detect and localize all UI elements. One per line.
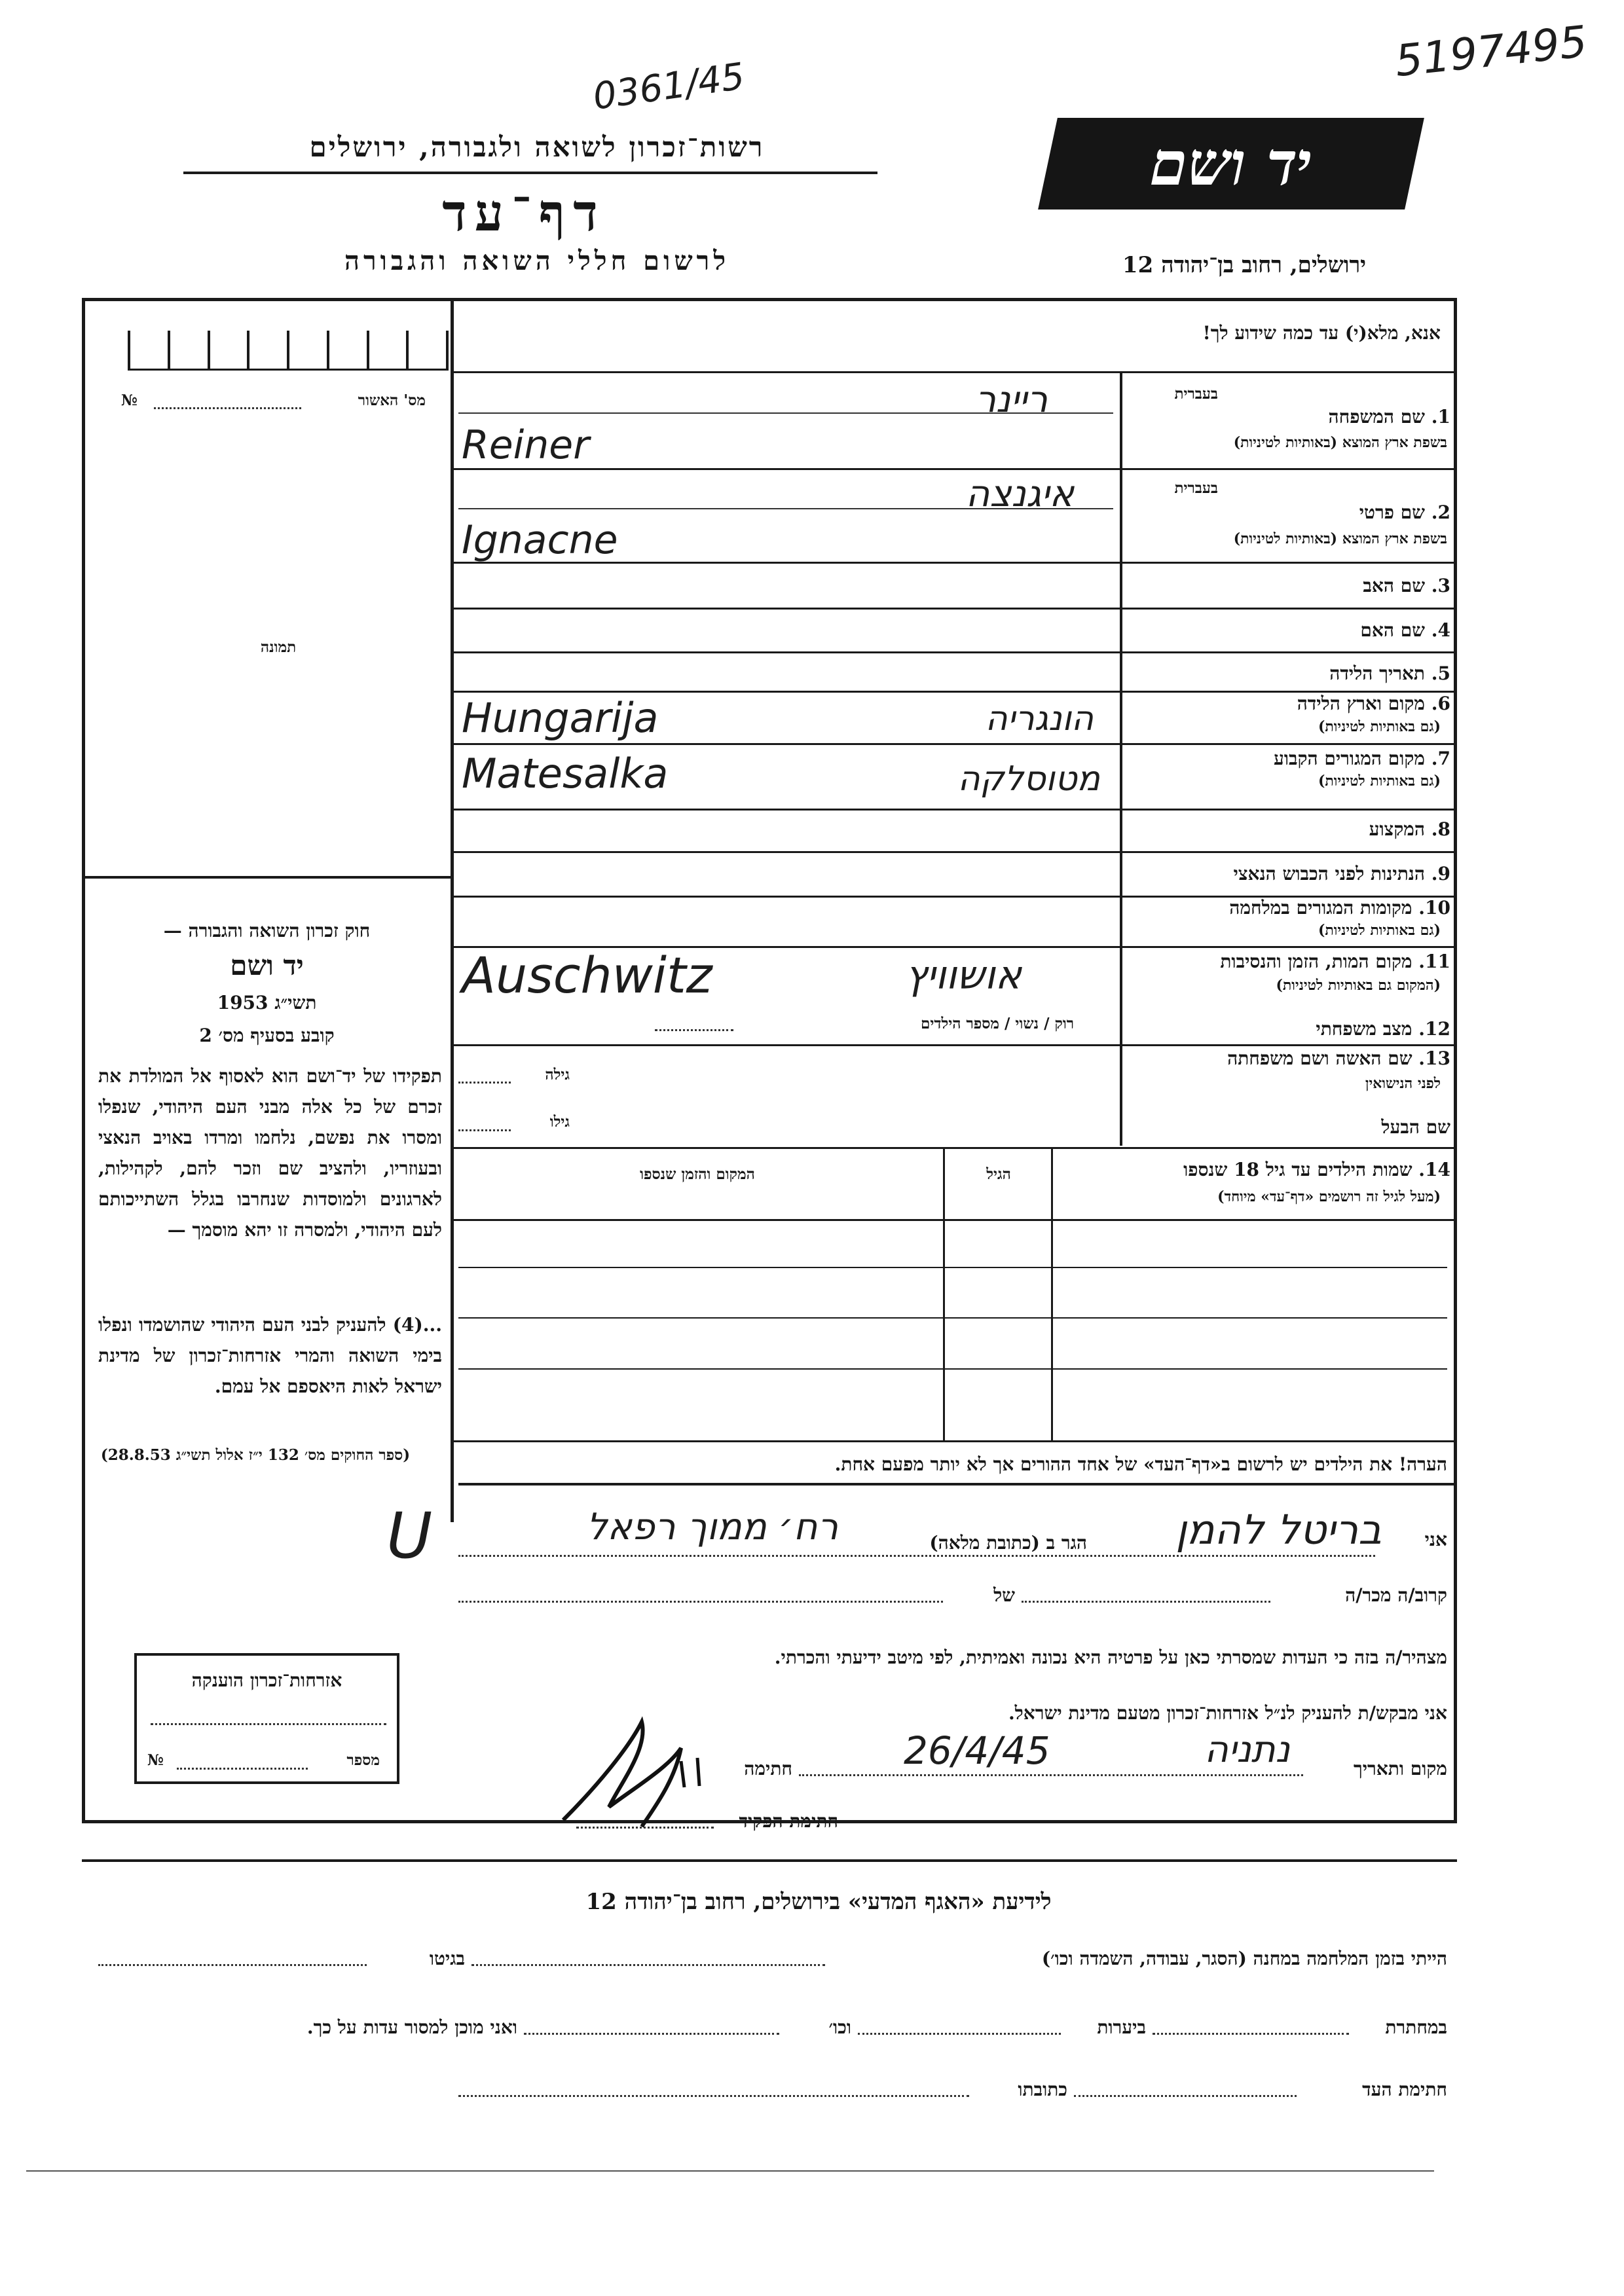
footer-camp-field[interactable] [471, 1964, 825, 1966]
intro-text: אנא, מלא(י) עד כמה שידוע לך! [1202, 322, 1441, 344]
decl-i-label: אני [1424, 1529, 1447, 1550]
row-rule-6 [452, 743, 1457, 745]
field-12-num: 12. [1418, 1018, 1450, 1040]
field-5-num: 5. [1431, 663, 1450, 684]
field-12-label [1126, 1018, 1450, 1040]
cert-number-field[interactable] [154, 407, 301, 409]
field-10-label [1126, 897, 1450, 919]
decl-mark: U [386, 1499, 433, 1573]
field-4-label-text: שם האם [1360, 619, 1426, 641]
form-subtitle: לרשום חללי השואה והגבורה [344, 246, 730, 276]
field-1-value-heb[interactable]: ריינר [975, 378, 1048, 421]
field-5-label-text: תאריך הלידה [1329, 663, 1426, 684]
children-col-age: הגיל [986, 1165, 1011, 1183]
children-note: (מעל לגיל זה רושמים «דף־עד» מיוחד) [1217, 1188, 1441, 1205]
remark: הערה! את הילדים יש לרשום ב«דף־העד» של אחד ההורים אך לא יותר מפעם אחת. [834, 1453, 1447, 1475]
field-1-label [1192, 406, 1450, 428]
footer-forests-field[interactable] [858, 2033, 1061, 2035]
address-header: ירושלים, רחוב בן־יהודה 12 [1122, 252, 1367, 278]
header-rule [183, 172, 877, 174]
field-13-label-text: שם האשה ושם משפחתה [1227, 1048, 1412, 1069]
field-9-label [1126, 863, 1450, 885]
footer-ghetto-field[interactable] [98, 1964, 367, 1966]
field-10-num: 10. [1418, 897, 1450, 919]
law-title: חוק זכרון השואה והגבורה — [163, 920, 371, 941]
decl-address-value[interactable]: רח׳ ממוך רפאל [586, 1506, 838, 1548]
field-6-num: 6. [1431, 693, 1450, 714]
decl-request: אני מבקש/ת להעניק לנ״ל אזרחות־זכרון מטעם מדינת ישראל. [1008, 1702, 1447, 1724]
field-6-value-lat[interactable]: Hungarija [462, 694, 659, 742]
law-reference: (ספר החוקים מס׳ 132 י״ז אלול תשי״ג 28.8.53) [100, 1446, 411, 1464]
footer-line2-d: ואני מוכן למסור עדות על כך. [306, 2016, 517, 2038]
field-13-age-field[interactable] [458, 1082, 511, 1084]
bottom-page-rule [26, 2170, 1434, 2172]
field-11-label-text: מקום המות, הזמן והנסיבות [1220, 951, 1412, 972]
field-7-num: 7. [1431, 748, 1450, 769]
decl-address-label: הגר ב (כתובת מלאה) [929, 1532, 1087, 1554]
husband-age-field[interactable] [458, 1129, 511, 1131]
photo-bottom-rule [82, 876, 454, 879]
footer-witness-address[interactable] [458, 2095, 969, 2097]
footer-line3-b: כתובתו [1018, 2079, 1067, 2100]
field-12-children-count[interactable] [655, 1029, 733, 1031]
field-11-num: 11. [1418, 951, 1450, 972]
field-2-num: 2. [1431, 501, 1450, 523]
yad-vashem-logo: יד ושם [1038, 118, 1424, 210]
children-title [1054, 1159, 1450, 1181]
decl-place-value[interactable]: נתניה [1204, 1728, 1290, 1771]
decl-of-field[interactable] [458, 1601, 943, 1603]
decl-place-date-label: מקום ותאריך [1353, 1758, 1447, 1779]
field-1-value-lat[interactable]: Reiner [462, 422, 589, 468]
law-section: קובע בסעיף מס׳ 2 [199, 1025, 335, 1046]
field-2-label [1192, 501, 1450, 524]
decl-statement: מצהיר/ה בזה כי העדות שמסרתי כאן על פרטיה היא נכונה ואמיתית, לפי מיטב ידיעתי והכרתי. [774, 1647, 1447, 1668]
footer-title: לידיעת «האגף המדעי» בירושלים, רחוב בן־יהודה 12 [585, 1889, 1052, 1915]
children-num: 14. [1418, 1159, 1450, 1180]
footer-line2-b: ביערות [1097, 2016, 1146, 2038]
footer-witness-signature[interactable] [1074, 2095, 1297, 2097]
row-rule-4 [452, 651, 1457, 653]
honor-box-sign: № [147, 1751, 164, 1769]
field-6-label-text: מקום וארץ הלידה [1297, 693, 1426, 714]
field-9-num: 9. [1431, 863, 1450, 884]
law-year [95, 992, 439, 1014]
decl-place-date-line [799, 1774, 1303, 1776]
photo-label: תמונה [260, 638, 297, 656]
footer-underground-field[interactable] [1153, 2033, 1349, 2035]
barcode-boxes [128, 331, 449, 371]
signature-scribble [544, 1709, 714, 1840]
row-rule-11 [452, 1044, 1457, 1046]
honor-box-number-label: מספר [346, 1751, 380, 1769]
field-9-label-text: הנתינות לפני הכבוש הנאצי [1233, 863, 1426, 884]
field-7-label [1153, 748, 1450, 770]
decl-relation-label: קרוב/ה מכר/ה [1345, 1584, 1447, 1606]
footer-line2-c: וכו׳ [828, 2016, 851, 2038]
field-3-num: 3. [1431, 575, 1450, 596]
row-rule-8 [452, 851, 1457, 853]
row-rule-1 [452, 468, 1457, 470]
field-7-label-text: מקום המגורים הקבוע [1274, 748, 1426, 769]
field-6-label [1153, 693, 1450, 715]
footer-line3-a: חתימת העד [1362, 2079, 1447, 2100]
field-10-note: (גם באותיות לטיניות) [1318, 922, 1441, 939]
decl-of-label: של [993, 1584, 1015, 1606]
field-8-label [1192, 818, 1450, 841]
decl-date-value[interactable]: 26/4/45 [904, 1728, 1050, 1773]
row-rule-7 [452, 809, 1457, 811]
field-7-note: (גם באותיות לטיניות) [1318, 773, 1441, 790]
law-year-num: 1953 [217, 992, 268, 1013]
footer-line1-a: הייתי בזמן המלחמה במחנה (הסגר, עבודה, השמדה וכו׳) [1041, 1948, 1447, 1969]
field-4-label [1192, 619, 1450, 642]
field-1-num: 1. [1431, 406, 1450, 428]
field-13-label [1126, 1048, 1450, 1070]
footer-divider [82, 1859, 1457, 1862]
row-rule-cols [452, 1219, 1457, 1221]
decl-name-value[interactable]: בריטל להמן [1175, 1506, 1382, 1554]
field-13-age-label: גילה [545, 1066, 570, 1084]
institution-name: רשות־זכרון לשואה ולגבורה, ירושלים [309, 131, 765, 163]
field-7-value-lat[interactable]: Matesalka [462, 750, 669, 797]
cert-number-label: מס' האשור [358, 392, 426, 409]
field-2-value-heb[interactable]: איגנצה [965, 473, 1074, 515]
law-logo: יד ושם [230, 949, 304, 981]
document-number: 5197495 [1392, 16, 1590, 87]
field-2-label-text: שם פרטי [1359, 501, 1426, 523]
children-row-2 [458, 1317, 1447, 1319]
field-10-label-text: מקומות המגורים במלחמה [1229, 897, 1412, 919]
field-13-num: 13. [1418, 1048, 1450, 1069]
field-7-value-heb[interactable]: מטוסלקה [957, 759, 1100, 799]
row-rule-13 [452, 1147, 1457, 1149]
form-title: דף־עד [442, 183, 606, 243]
row-rule-3 [452, 608, 1457, 610]
footer-etc-field[interactable] [524, 2033, 779, 2035]
field-1-label-text: שם המשפחה [1328, 406, 1426, 428]
field-12-label-text: מצב משפחתי [1316, 1018, 1412, 1040]
decl-address-line [458, 1555, 1375, 1557]
children-row-3 [458, 1368, 1447, 1370]
field-6-note: (גם באותיות לטיניות) [1318, 718, 1441, 735]
field-2-note: בשפת ארץ המוצא (באותיות לטיניות) [1233, 530, 1447, 547]
field-2-lang: בעברית [1174, 479, 1218, 497]
footer-line2-a: במחתרת [1385, 2016, 1447, 2038]
field-2-value-lat[interactable]: Ignacne [462, 517, 618, 563]
husband-age-label: גילו [549, 1113, 570, 1131]
field-8-num: 8. [1431, 818, 1450, 840]
field-4-num: 4. [1431, 619, 1450, 641]
decl-signature-label: חתימה [744, 1758, 792, 1779]
children-col-age-left [943, 1147, 945, 1442]
label-column-divider [1120, 373, 1122, 1146]
field-3-label-text: שם האב [1363, 575, 1426, 596]
field-11-label [1126, 951, 1450, 973]
field-3-label [1192, 575, 1450, 597]
field-11-note: (המקום גם באותיות לטיניות) [1276, 977, 1441, 994]
field-1-note: בשפת ארץ המוצא (באותיות לטיניות) [1233, 434, 1447, 451]
intro-rule [452, 371, 1457, 373]
archive-number: 0361/45 [590, 55, 748, 118]
remark-rule [458, 1483, 1454, 1485]
cert-number-sign: № [121, 392, 138, 409]
field-13-note: לפני הנישואין [1365, 1075, 1441, 1092]
decl-relation-field[interactable] [1022, 1601, 1270, 1603]
children-row-1 [458, 1267, 1447, 1268]
field-11-value-heb[interactable]: אושוויץ [905, 953, 1022, 998]
field-8-label-text: המקצוע [1369, 818, 1426, 840]
children-col-place: המקום והזמן שנספו [640, 1165, 755, 1183]
honor-box-number-field[interactable] [177, 1768, 308, 1770]
honor-box-title: אזרחות־זכרון הוענקה [191, 1669, 342, 1691]
decl-official-label: חתימת הפקיד [739, 1810, 838, 1832]
honor-box-line [151, 1723, 386, 1725]
field-11-value-lat[interactable]: Auschwitz [462, 946, 712, 1004]
law-year-heb: תשי״ג [274, 992, 317, 1013]
field-6-value-heb[interactable]: הונגריה [985, 699, 1094, 738]
row-rule-children [452, 1440, 1457, 1442]
footer-line1-b: בגיטו [429, 1948, 465, 1969]
husband-label: שם הבעל [1381, 1116, 1450, 1138]
children-title-text: שמות הילדים עד גיל 18 שנספו [1183, 1159, 1412, 1180]
law-text: תפקידו של יד־ושם הוא לאסוף אל המולדת את זכרם של כל אלה מבני העם היהודי, שנפלו ומסרו את נפשם, נלחמו ומרדו באויב הנאצי ובעוזריו, ולהציב שם וזכר להם, לקהילות, לארגונים ולמוסדות שנחרבו בגלל השתייכותם לעם היהודי, ולמסרה זו יהא מוסמך — [98, 1065, 442, 1241]
field-12-marital-options: רוק / נשוי / מספר הילדים [921, 1015, 1074, 1032]
children-col-age-right [1051, 1147, 1053, 1442]
field-1-lang: בעברית [1174, 385, 1218, 403]
law-text-2: ...(4) להעניק לבני העם היהודי שהושמדו ונפלו בימי השואה והמרי אזרחות־זכרון של מדינת ישראל לאות היאספם אל עמם. [98, 1314, 442, 1397]
field-5-label [1192, 663, 1450, 685]
